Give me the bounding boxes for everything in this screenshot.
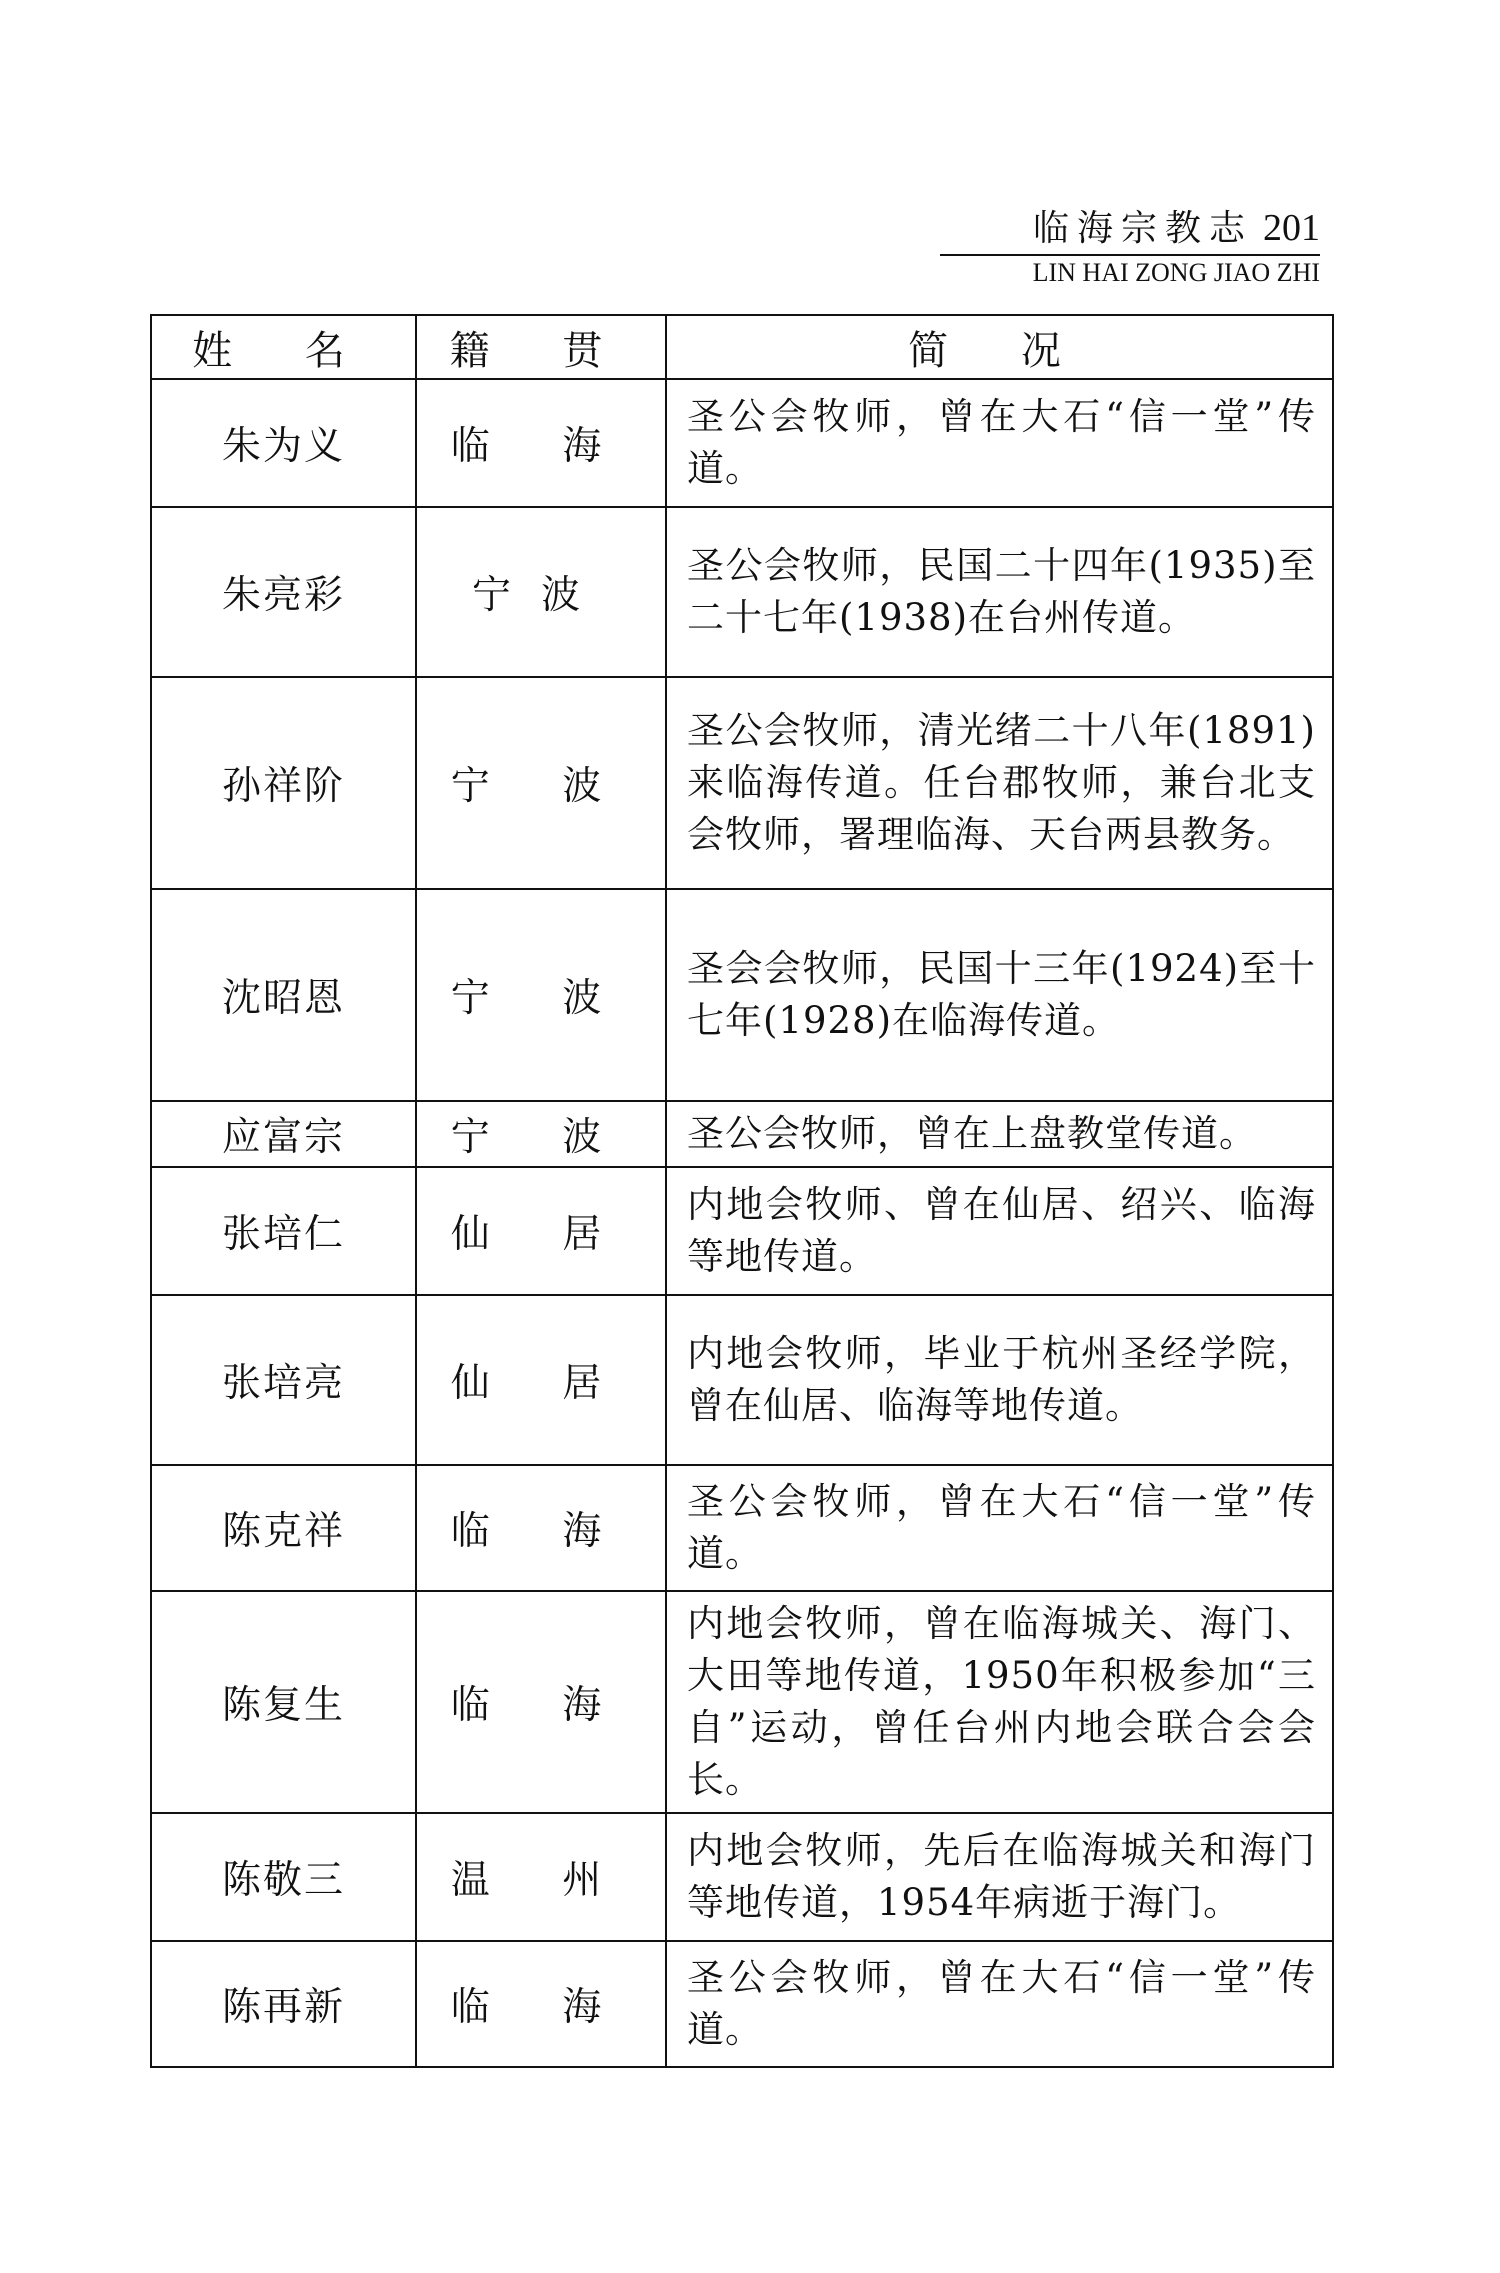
table-row <box>151 889 1333 1101</box>
table-row <box>151 1591 1333 1813</box>
cell-summary: 圣公会牧师，曾在大石“信一堂”传道。 <box>666 1941 1333 2067</box>
cell-name: 朱亮彩 <box>151 507 416 677</box>
header-name: 姓 名 <box>151 315 416 379</box>
book-subtitle: LIN HAI ZONG JIAO ZHI <box>1032 258 1320 287</box>
cell-summary: 内地会牧师、曾在仙居、绍兴、临海等地传道。 <box>666 1167 1333 1295</box>
table-row <box>151 507 1333 677</box>
cell-origin: 临 海 <box>416 379 666 507</box>
cell-name: 陈复生 <box>151 1591 416 1813</box>
cell-origin: 宁 波 <box>416 1101 666 1167</box>
running-header <box>940 205 1320 290</box>
cell-name: 陈再新 <box>151 1941 416 2067</box>
cell-origin: 临 海 <box>416 1465 666 1591</box>
table-row <box>151 1295 1333 1465</box>
header-summary: 简 况 <box>666 315 1333 379</box>
cell-name: 陈克祥 <box>151 1465 416 1591</box>
clergy-table <box>150 314 1334 2068</box>
cell-origin: 仙 居 <box>416 1167 666 1295</box>
table-row <box>151 1101 1333 1167</box>
cell-summary: 圣公会牧师，清光绪二十八年(1891)来临海传道。任台郡牧师，兼台北支会牧师，署理临海、天台两县教务。 <box>666 677 1333 889</box>
cell-summary: 圣公会牧师，曾在大石“信一堂”传道。 <box>666 379 1333 507</box>
table-header-row <box>151 315 1333 379</box>
header-origin: 籍 贯 <box>416 315 666 379</box>
cell-origin: 临 海 <box>416 1941 666 2067</box>
cell-name: 陈敬三 <box>151 1813 416 1941</box>
cell-name: 应富宗 <box>151 1101 416 1167</box>
table-row <box>151 1167 1333 1295</box>
table-row <box>151 1813 1333 1941</box>
cell-name: 孙祥阶 <box>151 677 416 889</box>
table-row <box>151 1465 1333 1591</box>
cell-summary: 圣会会牧师，民国十三年(1924)至十七年(1928)在临海传道。 <box>666 889 1333 1101</box>
cell-origin: 宁 波 <box>416 677 666 889</box>
cell-summary: 内地会牧师，毕业于杭州圣经学院，曾在仙居、临海等地传道。 <box>666 1295 1333 1465</box>
cell-name: 张培亮 <box>151 1295 416 1465</box>
table-row <box>151 379 1333 507</box>
book-title: 临海宗教志 <box>1032 208 1253 249</box>
cell-name: 张培仁 <box>151 1167 416 1295</box>
cell-origin: 临 海 <box>416 1591 666 1813</box>
cell-name: 朱为义 <box>151 379 416 507</box>
table-row <box>151 677 1333 889</box>
cell-summary: 内地会牧师，曾在临海城关、海门、大田等地传道，1950年积极参加“三自”运动，曾任台州内地会联合会会长。 <box>666 1591 1333 1813</box>
cell-summary: 圣公会牧师，曾在上盘教堂传道。 <box>666 1101 1333 1167</box>
cell-origin: 温 州 <box>416 1813 666 1941</box>
cell-summary: 圣公会牧师，曾在大石“信一堂”传道。 <box>666 1465 1333 1591</box>
cell-origin: 仙 居 <box>416 1295 666 1465</box>
header-title-line <box>940 205 1320 256</box>
cell-name: 沈昭恩 <box>151 889 416 1101</box>
cell-origin: 宁波 <box>416 507 666 677</box>
page-number: 201 <box>1263 207 1320 249</box>
cell-summary: 内地会牧师，先后在临海城关和海门等地传道，1954年病逝于海门。 <box>666 1813 1333 1941</box>
cell-origin: 宁 波 <box>416 889 666 1101</box>
cell-summary: 圣公会牧师，民国二十四年(1935)至二十七年(1938)在台州传道。 <box>666 507 1333 677</box>
table-row <box>151 1941 1333 2067</box>
